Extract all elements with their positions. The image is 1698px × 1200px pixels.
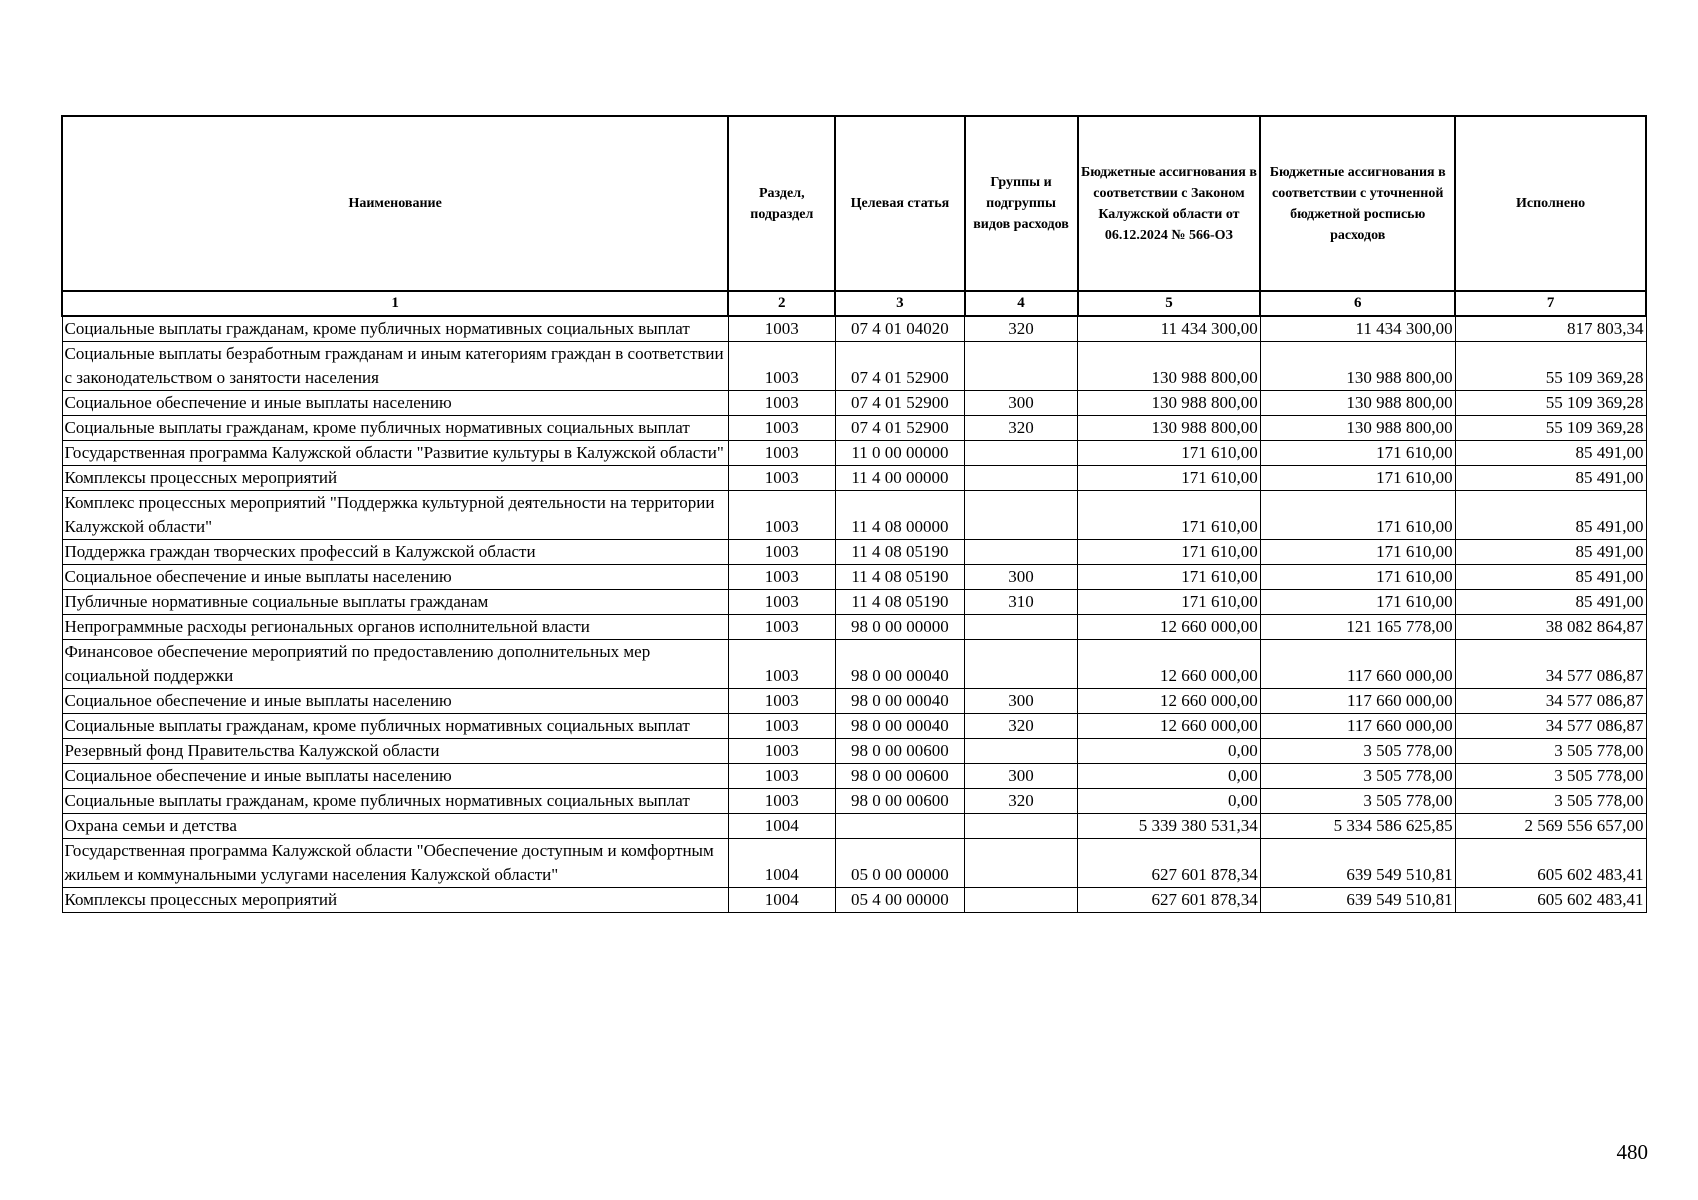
table-row — [62, 789, 1646, 814]
row-executed-amount-cell: 85 491,00 — [1455, 491, 1646, 540]
row-name-cell: Комплексы процессных мероприятий — [62, 888, 728, 913]
row-revised-amount-cell: 5 334 586 625,85 — [1260, 814, 1455, 839]
row-expense-group-cell: 320 — [965, 714, 1078, 739]
row-revised-amount-cell: 171 610,00 — [1260, 466, 1455, 491]
row-law-amount-cell: 171 610,00 — [1078, 441, 1261, 466]
table-row — [62, 416, 1646, 441]
column-number: 4 — [965, 291, 1078, 316]
row-revised-amount-cell: 171 610,00 — [1260, 491, 1455, 540]
column-number: 2 — [728, 291, 835, 316]
row-name-cell: Социальные выплаты гражданам, кроме публичных нормативных социальных выплат — [62, 789, 728, 814]
table-row — [62, 590, 1646, 615]
row-law-amount-cell: 12 660 000,00 — [1078, 714, 1261, 739]
row-name-cell: Непрограммные расходы региональных органов исполнительной власти — [62, 615, 728, 640]
row-law-amount-cell: 0,00 — [1078, 789, 1261, 814]
row-executed-amount-cell: 2 569 556 657,00 — [1455, 814, 1646, 839]
row-section-cell: 1003 — [728, 764, 835, 789]
table-row — [62, 615, 1646, 640]
row-revised-amount-cell: 130 988 800,00 — [1260, 416, 1455, 441]
row-executed-amount-cell: 85 491,00 — [1455, 441, 1646, 466]
table-row — [62, 491, 1646, 540]
row-executed-amount-cell: 605 602 483,41 — [1455, 888, 1646, 913]
row-section-cell: 1003 — [728, 416, 835, 441]
row-name-cell: Комплекс процессных мероприятий "Поддержка культурной деятельности на территории Калужской области" — [62, 491, 728, 540]
row-target-article-cell: 98 0 00 00600 — [835, 739, 964, 764]
table-row — [62, 466, 1646, 491]
table-row — [62, 565, 1646, 590]
row-law-amount-cell: 171 610,00 — [1078, 590, 1261, 615]
table-row — [62, 640, 1646, 689]
row-expense-group-cell — [965, 814, 1078, 839]
row-name-cell: Социальные выплаты гражданам, кроме публичных нормативных социальных выплат — [62, 714, 728, 739]
row-expense-group-cell: 300 — [965, 565, 1078, 590]
row-law-amount-cell: 171 610,00 — [1078, 540, 1261, 565]
table-row — [62, 689, 1646, 714]
row-expense-group-cell: 300 — [965, 391, 1078, 416]
row-section-cell: 1003 — [728, 739, 835, 764]
row-executed-amount-cell: 34 577 086,87 — [1455, 640, 1646, 689]
row-executed-amount-cell: 34 577 086,87 — [1455, 714, 1646, 739]
row-expense-group-cell — [965, 540, 1078, 565]
header-revised-appropriations: Бюджетные ассигнования в соответствии с уточненной бюджетной росписью расходов — [1260, 116, 1455, 291]
column-number-row — [62, 291, 1646, 316]
row-law-amount-cell: 5 339 380 531,34 — [1078, 814, 1261, 839]
row-section-cell: 1003 — [728, 615, 835, 640]
row-section-cell: 1003 — [728, 342, 835, 391]
row-revised-amount-cell: 171 610,00 — [1260, 565, 1455, 590]
row-target-article-cell: 98 0 00 00040 — [835, 714, 964, 739]
row-name-cell: Государственная программа Калужской области "Обеспечение доступным и комфортным жильем и коммунальными услугами населения Калужской области" — [62, 839, 728, 888]
row-target-article-cell: 11 4 08 05190 — [835, 565, 964, 590]
row-name-cell: Социальные выплаты безработным гражданам и иным категориям граждан в соответствии с законодательством о занятости населения — [62, 342, 728, 391]
row-target-article-cell: 98 0 00 00600 — [835, 764, 964, 789]
row-name-cell: Финансовое обеспечение мероприятий по предоставлению дополнительных мер социальной поддержки — [62, 640, 728, 689]
row-revised-amount-cell: 130 988 800,00 — [1260, 391, 1455, 416]
table-header — [62, 116, 1646, 316]
row-executed-amount-cell: 85 491,00 — [1455, 565, 1646, 590]
budget-table — [61, 115, 1647, 913]
column-number: 6 — [1260, 291, 1455, 316]
row-section-cell: 1003 — [728, 689, 835, 714]
row-revised-amount-cell: 171 610,00 — [1260, 441, 1455, 466]
row-section-cell: 1004 — [728, 888, 835, 913]
row-name-cell: Социальное обеспечение и иные выплаты населению — [62, 689, 728, 714]
row-section-cell: 1004 — [728, 814, 835, 839]
row-target-article-cell — [835, 814, 964, 839]
table-row — [62, 764, 1646, 789]
row-expense-group-cell — [965, 640, 1078, 689]
row-target-article-cell: 98 0 00 00040 — [835, 689, 964, 714]
row-expense-group-cell — [965, 466, 1078, 491]
row-executed-amount-cell: 3 505 778,00 — [1455, 789, 1646, 814]
row-law-amount-cell: 0,00 — [1078, 739, 1261, 764]
row-expense-group-cell — [965, 441, 1078, 466]
row-law-amount-cell: 130 988 800,00 — [1078, 391, 1261, 416]
row-section-cell: 1003 — [728, 640, 835, 689]
column-number: 5 — [1078, 291, 1261, 316]
row-section-cell: 1003 — [728, 441, 835, 466]
row-law-amount-cell: 11 434 300,00 — [1078, 316, 1261, 342]
header-target-article: Целевая статья — [835, 116, 964, 291]
table-row — [62, 814, 1646, 839]
row-expense-group-cell — [965, 342, 1078, 391]
row-target-article-cell: 98 0 00 00040 — [835, 640, 964, 689]
row-target-article-cell: 07 4 01 52900 — [835, 391, 964, 416]
row-section-cell: 1003 — [728, 714, 835, 739]
page-number: 480 — [1616, 1140, 1648, 1164]
row-law-amount-cell: 171 610,00 — [1078, 491, 1261, 540]
row-revised-amount-cell: 171 610,00 — [1260, 590, 1455, 615]
row-name-cell: Государственная программа Калужской области "Развитие культуры в Калужской области" — [62, 441, 728, 466]
row-target-article-cell: 11 0 00 00000 — [835, 441, 964, 466]
row-revised-amount-cell: 3 505 778,00 — [1260, 739, 1455, 764]
row-revised-amount-cell: 639 549 510,81 — [1260, 839, 1455, 888]
column-number: 1 — [62, 291, 728, 316]
row-expense-group-cell — [965, 739, 1078, 764]
table-row — [62, 540, 1646, 565]
row-law-amount-cell: 627 601 878,34 — [1078, 839, 1261, 888]
row-expense-group-cell: 320 — [965, 416, 1078, 441]
row-name-cell: Социальное обеспечение и иные выплаты населению — [62, 565, 728, 590]
row-target-article-cell: 11 4 08 05190 — [835, 590, 964, 615]
table-row — [62, 888, 1646, 913]
table-row — [62, 441, 1646, 466]
row-expense-group-cell — [965, 615, 1078, 640]
row-name-cell: Резервный фонд Правительства Калужской области — [62, 739, 728, 764]
row-revised-amount-cell: 171 610,00 — [1260, 540, 1455, 565]
row-law-amount-cell: 0,00 — [1078, 764, 1261, 789]
row-section-cell: 1003 — [728, 540, 835, 565]
row-executed-amount-cell: 38 082 864,87 — [1455, 615, 1646, 640]
row-expense-group-cell: 310 — [965, 590, 1078, 615]
row-name-cell: Социальные выплаты гражданам, кроме публичных нормативных социальных выплат — [62, 316, 728, 342]
header-executed: Исполнено — [1455, 116, 1646, 291]
table-body — [62, 316, 1646, 913]
row-target-article-cell: 07 4 01 52900 — [835, 416, 964, 441]
table-row — [62, 714, 1646, 739]
row-law-amount-cell: 627 601 878,34 — [1078, 888, 1261, 913]
row-target-article-cell: 11 4 00 00000 — [835, 466, 964, 491]
row-section-cell: 1003 — [728, 391, 835, 416]
row-section-cell: 1003 — [728, 316, 835, 342]
row-executed-amount-cell: 85 491,00 — [1455, 590, 1646, 615]
row-revised-amount-cell: 130 988 800,00 — [1260, 342, 1455, 391]
row-name-cell: Комплексы процессных мероприятий — [62, 466, 728, 491]
row-revised-amount-cell: 3 505 778,00 — [1260, 764, 1455, 789]
row-executed-amount-cell: 85 491,00 — [1455, 540, 1646, 565]
row-law-amount-cell: 130 988 800,00 — [1078, 416, 1261, 441]
row-section-cell: 1003 — [728, 466, 835, 491]
row-executed-amount-cell: 605 602 483,41 — [1455, 839, 1646, 888]
row-law-amount-cell: 12 660 000,00 — [1078, 640, 1261, 689]
row-revised-amount-cell: 11 434 300,00 — [1260, 316, 1455, 342]
header-law-appropriations: Бюджетные ассигнования в соответствии с Законом Калужской области от 06.12.2024 № 566-ОЗ — [1078, 116, 1261, 291]
header-expense-groups: Группы и подгруппы видов расходов — [965, 116, 1078, 291]
row-revised-amount-cell: 117 660 000,00 — [1260, 714, 1455, 739]
row-law-amount-cell: 12 660 000,00 — [1078, 689, 1261, 714]
table-row — [62, 391, 1646, 416]
row-expense-group-cell — [965, 839, 1078, 888]
row-name-cell: Социальное обеспечение и иные выплаты населению — [62, 391, 728, 416]
table-row — [62, 739, 1646, 764]
row-law-amount-cell: 130 988 800,00 — [1078, 342, 1261, 391]
table-row — [62, 316, 1646, 342]
row-expense-group-cell: 300 — [965, 689, 1078, 714]
row-expense-group-cell: 320 — [965, 789, 1078, 814]
row-executed-amount-cell: 3 505 778,00 — [1455, 764, 1646, 789]
table-row — [62, 839, 1646, 888]
row-name-cell: Охрана семьи и детства — [62, 814, 728, 839]
row-target-article-cell: 05 4 00 00000 — [835, 888, 964, 913]
row-name-cell: Публичные нормативные социальные выплаты гражданам — [62, 590, 728, 615]
table-row — [62, 342, 1646, 391]
row-target-article-cell: 07 4 01 52900 — [835, 342, 964, 391]
row-target-article-cell: 05 0 00 00000 — [835, 839, 964, 888]
row-executed-amount-cell: 55 109 369,28 — [1455, 416, 1646, 441]
row-expense-group-cell — [965, 491, 1078, 540]
header-name: Наименование — [62, 116, 728, 291]
row-executed-amount-cell: 3 505 778,00 — [1455, 739, 1646, 764]
row-law-amount-cell: 171 610,00 — [1078, 565, 1261, 590]
row-law-amount-cell: 171 610,00 — [1078, 466, 1261, 491]
row-revised-amount-cell: 117 660 000,00 — [1260, 640, 1455, 689]
row-executed-amount-cell: 34 577 086,87 — [1455, 689, 1646, 714]
row-name-cell: Поддержка граждан творческих профессий в Калужской области — [62, 540, 728, 565]
row-revised-amount-cell: 639 549 510,81 — [1260, 888, 1455, 913]
row-name-cell: Социальное обеспечение и иные выплаты населению — [62, 764, 728, 789]
row-revised-amount-cell: 3 505 778,00 — [1260, 789, 1455, 814]
row-section-cell: 1003 — [728, 590, 835, 615]
row-executed-amount-cell: 55 109 369,28 — [1455, 342, 1646, 391]
row-section-cell: 1004 — [728, 839, 835, 888]
row-target-article-cell: 07 4 01 04020 — [835, 316, 964, 342]
row-section-cell: 1003 — [728, 789, 835, 814]
row-target-article-cell: 98 0 00 00000 — [835, 615, 964, 640]
row-executed-amount-cell: 817 803,34 — [1455, 316, 1646, 342]
column-number: 3 — [835, 291, 964, 316]
row-executed-amount-cell: 55 109 369,28 — [1455, 391, 1646, 416]
column-number: 7 — [1455, 291, 1646, 316]
header-section: Раздел, подраздел — [728, 116, 835, 291]
row-expense-group-cell — [965, 888, 1078, 913]
row-target-article-cell: 98 0 00 00600 — [835, 789, 964, 814]
row-expense-group-cell: 320 — [965, 316, 1078, 342]
row-executed-amount-cell: 85 491,00 — [1455, 466, 1646, 491]
row-revised-amount-cell: 117 660 000,00 — [1260, 689, 1455, 714]
row-target-article-cell: 11 4 08 00000 — [835, 491, 964, 540]
row-name-cell: Социальные выплаты гражданам, кроме публичных нормативных социальных выплат — [62, 416, 728, 441]
row-section-cell: 1003 — [728, 491, 835, 540]
row-section-cell: 1003 — [728, 565, 835, 590]
row-target-article-cell: 11 4 08 05190 — [835, 540, 964, 565]
row-law-amount-cell: 12 660 000,00 — [1078, 615, 1261, 640]
row-expense-group-cell: 300 — [965, 764, 1078, 789]
row-revised-amount-cell: 121 165 778,00 — [1260, 615, 1455, 640]
